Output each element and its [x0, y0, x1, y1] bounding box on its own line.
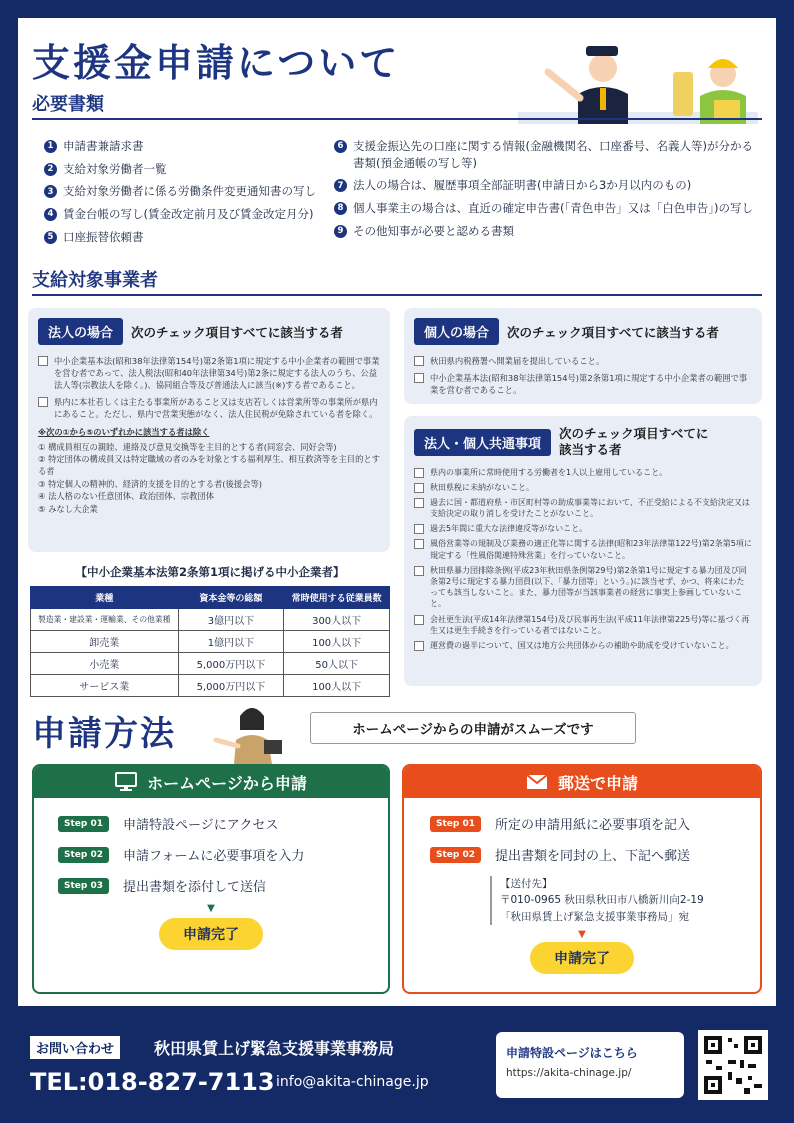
guide-woman-illustration: [206, 700, 296, 764]
exclusion-item: ② 特定団体の構成員又は特定職域の者のみを対象とする福利厚生、相互救済等を主目的とする者: [38, 453, 380, 477]
table-cell: 50人以下: [284, 653, 390, 675]
checkbox[interactable]: [414, 483, 424, 493]
check-row: [414, 523, 752, 534]
check-text: 会社更生法(平成14年法律第154号)及び民事再生法(平成11年法律第225号)等に基づく再生又は更生手続きを行っている者ではないこと。: [430, 614, 750, 635]
page-link-label: 申請特設ページはこちら: [506, 1046, 638, 1060]
speech-bubble: [310, 712, 636, 744]
table-cell: 3億円以下: [178, 609, 284, 631]
step-label: Step 02: [58, 847, 109, 863]
web-step: [58, 876, 388, 895]
eligible-rule: [32, 294, 762, 296]
common-checks: [414, 467, 752, 652]
step-label: Step 03: [58, 878, 109, 894]
number-badge: 9: [334, 225, 347, 238]
step-text: 所定の申請用紙に必要事項を記入: [495, 818, 691, 833]
document-item: [334, 138, 764, 171]
check-text: 秋田県税に未納がないこと。: [430, 482, 534, 492]
table-cell: 5,000万円以下: [178, 675, 284, 697]
table-header: 資本金等の総額: [178, 587, 284, 609]
common-condition-line: 次のチェック項目すべてに: [559, 426, 709, 441]
checkbox[interactable]: [414, 615, 424, 625]
speech-bubble-text: ホームページからの申請がスムーズです: [352, 722, 594, 738]
check-text: 風俗営業等の規制及び業務の適正化等に関する法律(昭和23年法律第122号)第2条第5項に規定する「性風俗関連特殊営業」を行っていないこと。: [430, 539, 752, 560]
number-badge: 1: [44, 140, 57, 153]
contact-email[interactable]: info@akita-chinage.jp: [276, 1074, 429, 1090]
page-frame: [18, 18, 776, 1006]
table-cell: 300人以下: [284, 609, 390, 631]
address-line: 〒010-0965 秋田県秋田市八橋新川向2-19: [500, 894, 704, 907]
individual-checks: [414, 355, 752, 396]
step-label: Step 01: [58, 816, 109, 832]
checkbox[interactable]: [414, 468, 424, 478]
check-row: [38, 396, 380, 420]
document-item: [334, 223, 764, 240]
number-badge: 4: [44, 208, 57, 221]
down-arrow-icon: ▼: [207, 903, 215, 914]
docs-heading: 必要書類: [32, 94, 104, 115]
address-label: 【送付先】: [500, 878, 553, 890]
exclusion-heading: ※次の①から⑤のいずれかに該当する者は除く: [38, 427, 210, 438]
checkbox[interactable]: [414, 641, 424, 651]
corporate-panel: [28, 308, 390, 552]
corporate-condition: 次のチェック項目すべてに該当する者: [131, 324, 343, 340]
sme-table-title: 【中小企業基本法第2条第1項に掲げる中小企業者】: [75, 565, 345, 579]
mail-step: [430, 845, 760, 864]
table-cell: 1億円以下: [178, 631, 284, 653]
table-cell: 小売業: [31, 653, 179, 675]
step-label: Step 01: [430, 816, 481, 832]
docs-list-right: [334, 138, 764, 245]
checkbox[interactable]: [414, 498, 424, 508]
checkbox[interactable]: [414, 373, 424, 383]
document-text: 支給対象労働者一覧: [63, 161, 167, 176]
checkbox[interactable]: [38, 397, 48, 407]
checkbox[interactable]: [38, 356, 48, 366]
check-text: 秋田県内税務署へ開業届を提出していること。: [430, 356, 605, 366]
check-row: [414, 565, 752, 610]
table-row: [31, 675, 390, 697]
number-badge: 7: [334, 179, 347, 192]
document-text: 支給対象労働者に係る労働条件変更通知書の写し: [63, 184, 316, 199]
document-item: [44, 161, 344, 178]
table-cell: 5,000万円以下: [178, 653, 284, 675]
common-condition: [559, 426, 708, 459]
mail-address: [490, 876, 760, 925]
table-row: [31, 653, 390, 675]
check-row: [38, 355, 380, 391]
workers-illustration: [518, 32, 758, 124]
docs-list-left: [44, 138, 344, 251]
check-text: 中小企業基本法(昭和38年法律第154号)第2条第1項に規定する中小企業者の範囲で事業を営む者であって、法人税法(昭和40年法律第34号)第2条に規定する法人のうち、公益法人等(宗教法人を除く。)、協同組合等及び普通法人に該当(※)する者であること。: [54, 356, 380, 391]
document-item: [44, 183, 344, 200]
individual-condition: 次のチェック項目すべてに該当する者: [507, 324, 719, 340]
step-text: 申請特設ページにアクセス: [123, 818, 279, 833]
exclusion-item: ④ 法人格のない任意団体、政治団体、宗教団体: [38, 491, 215, 502]
common-condition-line: 該当する者: [559, 442, 622, 458]
mail-complete-badge: 申請完了: [530, 942, 634, 974]
page-link-url[interactable]: https://akita-chinage.jp/: [506, 1067, 632, 1079]
document-item: [44, 206, 344, 223]
mail-step: [430, 814, 760, 833]
check-row: [414, 372, 752, 396]
number-badge: 5: [44, 231, 57, 244]
document-item: [44, 138, 344, 155]
check-row: [414, 467, 752, 478]
table-row: [31, 631, 390, 653]
step-label: Step 02: [430, 847, 481, 863]
web-apply-box: [32, 764, 390, 994]
table-header: 常時使用する従業員数: [284, 587, 390, 609]
web-step: [58, 814, 388, 833]
table-cell: 卸売業: [31, 631, 179, 653]
checkbox[interactable]: [414, 524, 424, 534]
table-cell: サービス業: [31, 675, 179, 697]
table-row: [31, 609, 390, 631]
envelope-icon: [526, 774, 548, 790]
step-text: 申請フォームに必要事項を入力: [123, 849, 305, 864]
page-title: 支援金申請について: [32, 41, 401, 85]
corporate-checks: [38, 355, 380, 420]
web-step: [58, 845, 388, 864]
check-row: [414, 614, 752, 636]
mail-apply-header: [404, 766, 760, 798]
individual-tag: 個人の場合: [414, 318, 499, 345]
common-panel: [404, 416, 762, 686]
step-text: 提出書類を同封の上、下記へ郵送: [495, 849, 691, 864]
checkbox[interactable]: [414, 566, 424, 576]
down-arrow-icon: ▼: [578, 928, 586, 940]
mail-apply-box: [402, 764, 762, 994]
office-name: 秋田県賃上げ緊急支援事業事務局: [154, 1039, 395, 1058]
check-row: [414, 482, 752, 493]
check-row: [414, 538, 752, 560]
check-row: [414, 640, 752, 651]
docs-rule: [32, 118, 762, 120]
step-text: 提出書類を添付して送信: [123, 880, 267, 895]
document-text: その他知事が必要と認める書類: [353, 223, 514, 238]
mail-apply-title: 郵送で申請: [557, 773, 638, 793]
web-apply-header: [34, 766, 388, 798]
eligible-heading: 支給対象事業者: [32, 270, 158, 291]
check-text: 秋田県暴力団排除条例(平成23年秋田県条例第29号)第2条第1号に規定する暴力団及び同条第2号に規定する暴力団員(以下、「暴力団等」という。)に該当せず、かつ、将来にわたっても該当しないこと。また、暴力団等が当該事業者の経営に事実上参画していないこと。: [430, 565, 747, 609]
table-cell: 100人以下: [284, 675, 390, 697]
web-complete-badge: 申請完了: [159, 918, 263, 950]
check-text: 運営費の過半について、国又は地方公共団体からの補助や助成を受けていないこと。: [430, 640, 734, 650]
individual-panel: [404, 308, 762, 404]
check-row: [414, 497, 752, 519]
document-text: 支援金振込先の口座に関する情報(金融機関名、口座番号、名義人等)が分かる書類(預金通帳の写し等): [353, 139, 753, 170]
document-item: [334, 200, 764, 217]
table-header: 業種: [31, 587, 179, 609]
check-text: 中小企業基本法(昭和38年法律第154号)第2条第1項に規定する中小企業者の範囲で事業を営む者であること。: [430, 373, 748, 396]
contact-label: お問い合わせ: [30, 1036, 120, 1059]
exclusion-item: ⑤ みなし大企業: [38, 503, 98, 514]
contact-tel[interactable]: TEL:018-827-7113: [30, 1068, 275, 1096]
table-cell: 100人以下: [284, 631, 390, 653]
qr-code-icon[interactable]: [698, 1030, 768, 1100]
exclusion-item: ① 構成員相互の親睦、連絡及び意見交換等を主目的とする者(同窓会、同好会等): [38, 441, 337, 452]
checkbox[interactable]: [414, 539, 424, 549]
document-item: [44, 229, 344, 246]
document-text: 賃金台帳の写し(賃金改定前月及び賃金改定月分): [63, 207, 314, 222]
table-cell: 製造業・建設業・運輸業、その他業種: [31, 609, 179, 631]
check-text: 県内の事業所に常時使用する労働者を1人以上雇用していること。: [430, 467, 668, 477]
corporate-tag: 法人の場合: [38, 318, 123, 345]
common-tag: 法人・個人共通事項: [414, 429, 551, 456]
sme-table: [30, 586, 390, 697]
check-text: 過去5年間に重大な法律違反等がないこと。: [430, 524, 588, 534]
document-text: 申請書兼請求書: [63, 139, 144, 153]
check-row: [414, 355, 752, 367]
check-text: 県内に本社若しくは主たる事業所があること又は支店若しくは営業所等の事業所が県内にあること。ただし、県内で営業実態がなく、法人住民税が免除されている者を除く。: [54, 397, 378, 420]
number-badge: 2: [44, 163, 57, 176]
document-text: 個人事業主の場合は、直近の確定申告書(「青色申告」又は「白色申告」)の写し: [353, 201, 753, 216]
exclusion-item: ③ 特定個人の精神的、経済的支援を目的とする者(後援会等): [38, 478, 262, 489]
web-apply-title: ホームページから申請: [147, 773, 307, 793]
number-badge: 6: [334, 140, 347, 153]
page-link-card[interactable]: [496, 1032, 684, 1098]
document-text: 法人の場合は、履歴事項全部証明書(申請日から3か月以内のもの): [353, 178, 692, 193]
document-item: [334, 177, 764, 194]
check-text: 過去に国・都道府県・市区町村等の助成事業等において、不正受給による不支給決定又は支給決定の取り消しを受けたことがないこと。: [430, 497, 750, 519]
apply-heading: 申請方法: [32, 714, 176, 754]
document-text: 口座振替依頼書: [63, 229, 144, 244]
address-line: 「秋田県賃上げ緊急支援事業事務局」宛: [500, 910, 689, 923]
checkbox[interactable]: [414, 356, 424, 366]
number-badge: 8: [334, 202, 347, 215]
monitor-icon: [115, 772, 137, 792]
exclusion-block: [38, 426, 380, 515]
number-badge: 3: [44, 185, 57, 198]
